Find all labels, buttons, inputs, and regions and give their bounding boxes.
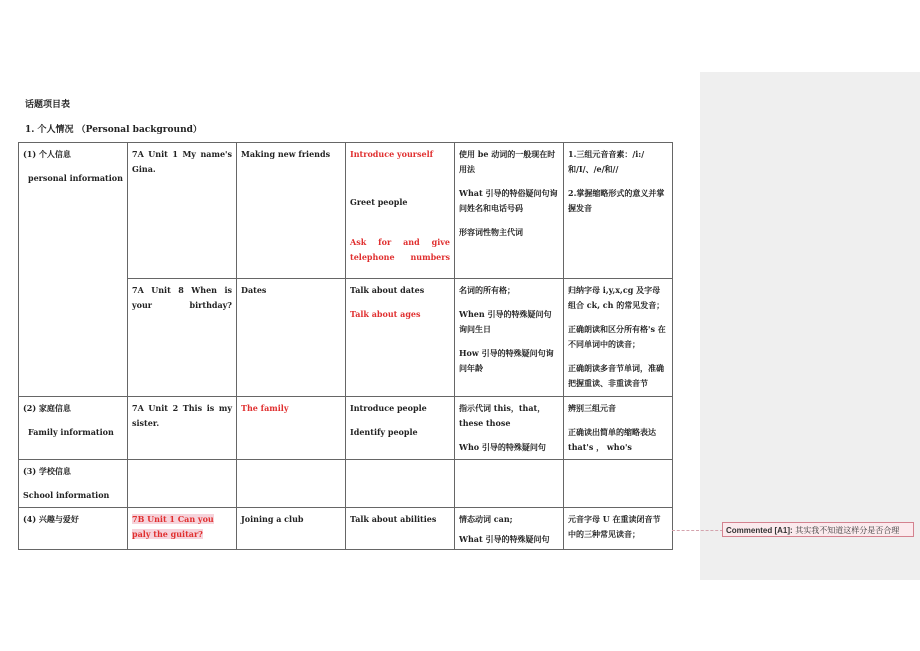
- grammar-item: 情态动词 can;: [459, 514, 513, 524]
- topic-cell: [19, 460, 128, 508]
- grammar-item: When 引导的特殊疑问句询问生日: [459, 309, 552, 334]
- phonetics-item: 正确读出简单的缩略表达 that's ， who's: [568, 427, 656, 452]
- grammar-item: 名词的所有格；: [459, 285, 515, 295]
- grammar-item: What 引导的特俗疑问句询问姓名和电话号码: [459, 188, 558, 213]
- topic-cn: (4) 兴趣与爱好: [23, 514, 79, 524]
- table-row: [19, 460, 673, 508]
- theme-cell: Joining a club: [237, 508, 346, 550]
- grammar-cell: [455, 460, 564, 508]
- unit-cell: 7A Unit 1 My name's Gina.: [128, 143, 237, 279]
- grammar-cell: [455, 143, 564, 279]
- unit-cell: [128, 460, 237, 508]
- topic-en: personal information: [28, 173, 123, 183]
- function-cell: [346, 143, 455, 279]
- comment-text: 其实我不知道这样分是否合理: [795, 526, 900, 535]
- grammar-item: 指示代词 this，that，these those: [459, 403, 546, 428]
- topic-cell: [19, 508, 128, 550]
- grammar-cell: [455, 397, 564, 460]
- phonetics-item: 辨别三组元音: [568, 403, 616, 413]
- phonetics-item: 正确朗读和区分所有格's 在不同单词中的读音；: [568, 324, 666, 349]
- grammar-item: What 引导的特殊疑问句: [459, 534, 550, 544]
- function-cell: [346, 279, 455, 397]
- grammar-item: 使用 be 动词的一般现在时用法: [459, 149, 556, 174]
- unit-cell: 7A Unit 8 When is your birthday?: [128, 279, 237, 397]
- phonetics-item: 归纳字母 i,y,x,cg 及字母组合 ck, ch 的常见发音；: [568, 285, 665, 310]
- commented-text[interactable]: 7B Unit 1 Can you paly the guitar?: [132, 514, 214, 539]
- comment-balloon[interactable]: [722, 522, 914, 537]
- topic-table: [18, 142, 673, 550]
- phonetics-cell: [564, 397, 673, 460]
- unit-cell: [128, 508, 237, 550]
- function-item: Greet people: [350, 197, 408, 207]
- table-row: [19, 508, 673, 550]
- section-heading: 1. 个人情况 （Personal background）: [25, 125, 202, 135]
- theme-cell: Making new friends: [237, 143, 346, 279]
- topic-cn: (1) 个人信息: [23, 149, 71, 159]
- function-item: Talk about dates: [350, 285, 425, 295]
- function-item: Identify people: [350, 427, 418, 437]
- phonetics-item: 1.三组元音音素：/i:/和/I/、/e/和//: [568, 149, 645, 174]
- document-title: 话题项目表: [25, 100, 71, 110]
- grammar-item: 形容词性物主代词: [459, 227, 523, 237]
- comment-connector: [672, 530, 723, 531]
- grammar-cell: [455, 279, 564, 397]
- function-cell: [346, 397, 455, 460]
- topic-cn: (2) 家庭信息: [23, 403, 71, 413]
- grammar-item: Who 引导的特殊疑问句: [459, 442, 546, 452]
- function-item: Introduce yourself: [350, 149, 434, 159]
- function-item: Introduce people: [350, 403, 427, 413]
- phonetics-cell: [564, 460, 673, 508]
- function-item: Ask for and give telephone numbers: [350, 237, 450, 262]
- theme-cell: Dates: [237, 279, 346, 397]
- table-row: [19, 143, 673, 279]
- phonetics-cell: 元音字母 U 在重读闭音节中的三种常见读音；: [564, 508, 673, 550]
- phonetics-cell: [564, 279, 673, 397]
- theme-cell: [237, 460, 346, 508]
- table-row: [19, 397, 673, 460]
- grammar-cell: [455, 508, 564, 550]
- function-cell: Talk about abilities: [346, 508, 455, 550]
- theme-cell: The family: [237, 397, 346, 460]
- topic-cell: [19, 397, 128, 460]
- topic-en: Family information: [28, 427, 114, 437]
- phonetics-cell: [564, 143, 673, 279]
- comment-tag: Commented [A1]:: [726, 526, 793, 535]
- grammar-item: How 引导的特殊疑问句询问年龄: [459, 348, 554, 373]
- function-cell: [346, 460, 455, 508]
- phonetics-item: 正确朗读多音节单词，准确把握重读、非重读音节: [568, 363, 664, 388]
- comments-pane: [700, 72, 920, 580]
- unit-cell: 7A Unit 2 This is my sister.: [128, 397, 237, 460]
- phonetics-item: 2.掌握缩略形式的意义并掌握发音: [568, 188, 665, 213]
- topic-en: School information: [23, 490, 110, 500]
- function-item: Talk about ages: [350, 309, 421, 319]
- topic-cn: (3) 学校信息: [23, 466, 71, 476]
- topic-cell: [19, 143, 128, 397]
